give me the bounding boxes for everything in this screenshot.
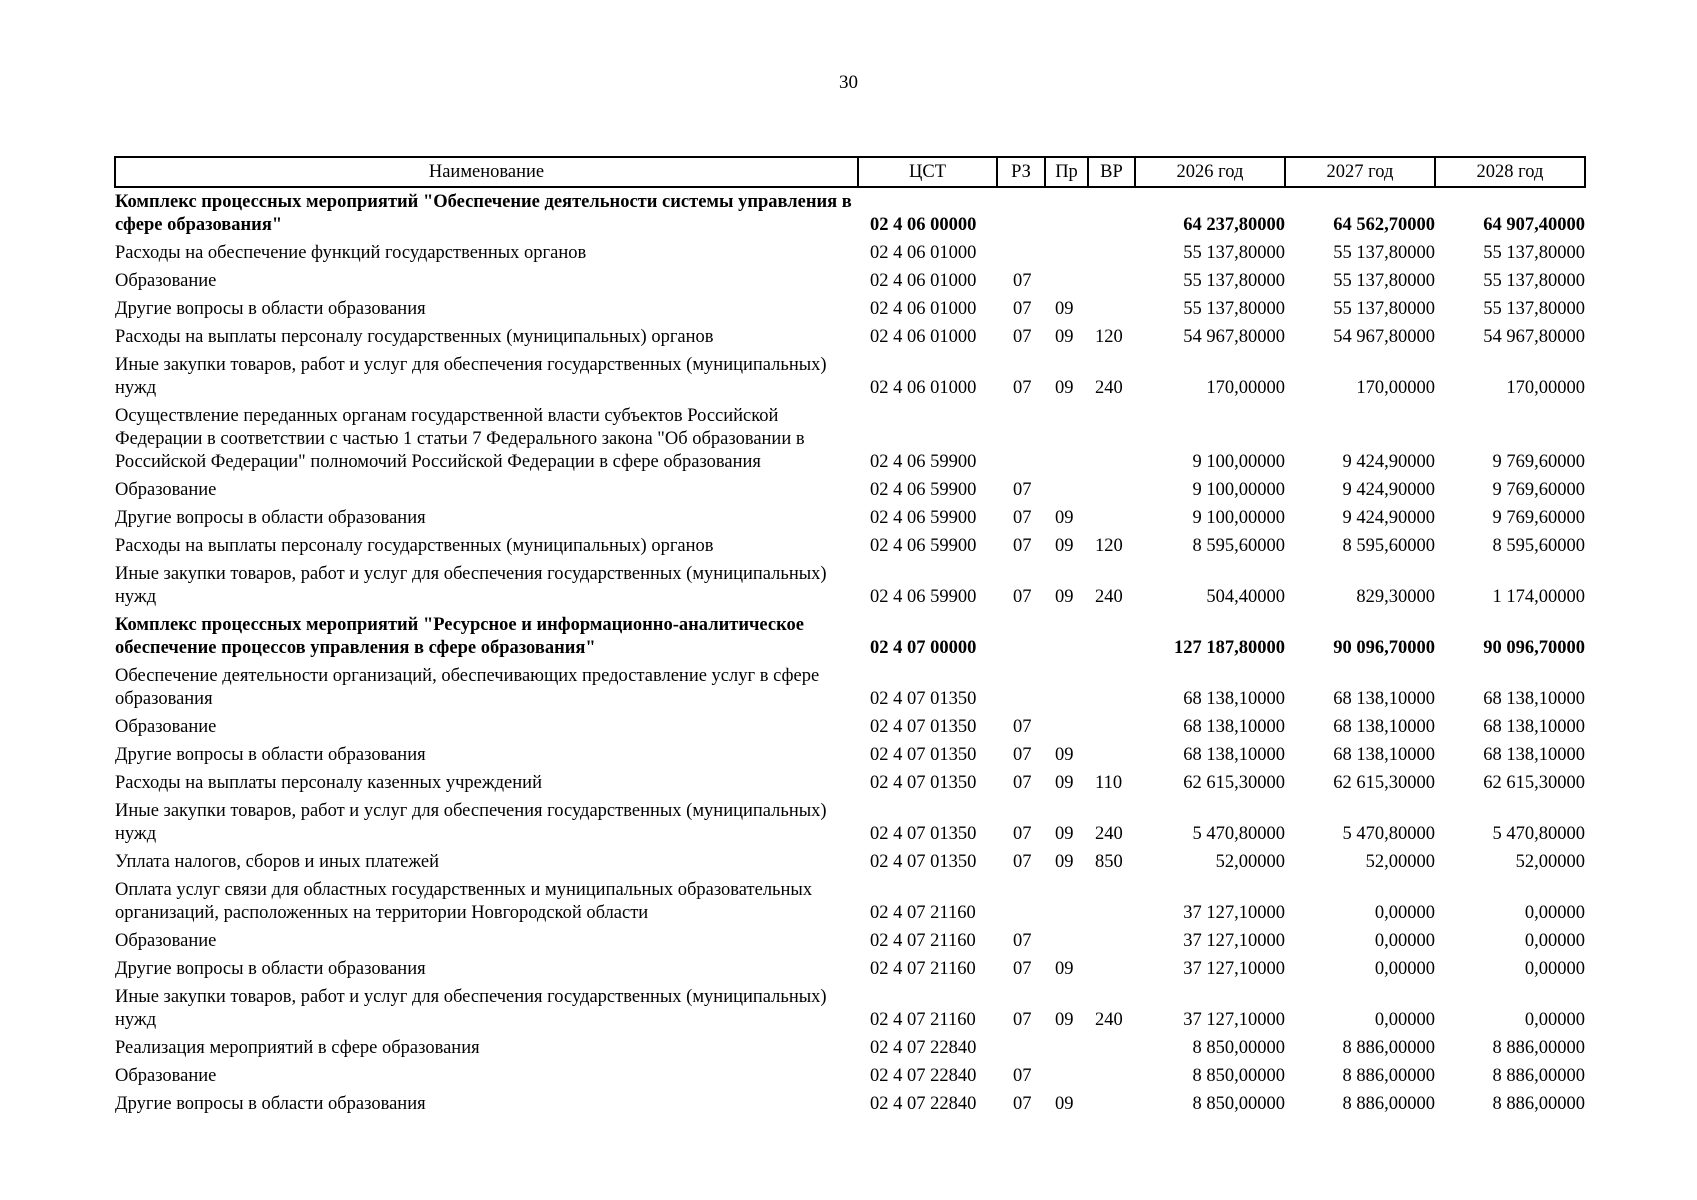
cell-name: Образование xyxy=(115,931,217,951)
table-row xyxy=(115,1034,1585,1062)
cell-cst: 02 4 07 22840 xyxy=(870,1038,977,1058)
cell-2026: 64 237,80000 xyxy=(1183,215,1285,235)
cell-vr: 240 xyxy=(1095,824,1123,844)
cell-2026: 504,40000 xyxy=(1206,587,1285,607)
cell-pr xyxy=(1045,267,1088,295)
cell-2028: 68 138,10000 xyxy=(1483,717,1585,737)
cell-rz: 07 xyxy=(1013,852,1032,872)
cell-2028: 52,00000 xyxy=(1515,852,1585,872)
cell-rz: 07 xyxy=(1013,271,1032,291)
cell-name: Образование xyxy=(115,480,217,500)
table-header xyxy=(115,157,1585,187)
cell-rz xyxy=(997,876,1045,927)
cell-2028: 9 769,60000 xyxy=(1492,480,1585,500)
cell-name: Расходы на обеспечение функций государственных органов xyxy=(115,243,587,263)
cell-2028: 55 137,80000 xyxy=(1483,299,1585,319)
table-row xyxy=(115,295,1585,323)
cell-2027: 55 137,80000 xyxy=(1333,243,1435,263)
cell-pr xyxy=(1045,876,1088,927)
header-2028: 2028 год xyxy=(1435,157,1585,187)
cell-2027: 8 595,60000 xyxy=(1342,536,1435,556)
cell-2026: 9 100,00000 xyxy=(1192,480,1285,500)
header-rz: РЗ xyxy=(997,157,1045,187)
budget-table xyxy=(114,156,1586,1118)
cell-pr: 09 xyxy=(1055,959,1074,979)
header-2026: 2026 год xyxy=(1135,157,1285,187)
cell-2026: 52,00000 xyxy=(1215,852,1285,872)
cell-vr xyxy=(1088,876,1135,927)
cell-vr xyxy=(1088,1034,1135,1062)
cell-name: Осуществление переданных органам государственной власти субъектов Российской Федерации в соответствии с частью 1 статьи 7 Федерального закона "Об образовании в Российской Федерации" полномочий Российской Федерации в сфере образования xyxy=(115,406,805,472)
cell-vr xyxy=(1088,402,1135,476)
cell-vr xyxy=(1088,239,1135,267)
table-body xyxy=(115,187,1585,1118)
cell-vr xyxy=(1088,1090,1135,1118)
cell-rz: 07 xyxy=(1013,378,1032,398)
cell-pr xyxy=(1045,662,1088,713)
cell-2027: 64 562,70000 xyxy=(1333,215,1435,235)
cell-cst: 02 4 06 59900 xyxy=(870,480,977,500)
cell-rz xyxy=(997,662,1045,713)
cell-vr xyxy=(1088,295,1135,323)
table-row xyxy=(115,476,1585,504)
table-row xyxy=(115,848,1585,876)
cell-cst: 02 4 06 00000 xyxy=(870,215,977,235)
cell-2026: 37 127,10000 xyxy=(1183,1010,1285,1030)
cell-2027: 68 138,10000 xyxy=(1333,745,1435,765)
cell-rz: 07 xyxy=(1013,717,1032,737)
cell-pr xyxy=(1045,402,1088,476)
cell-name: Оплата услуг связи для областных государственных и муниципальных образовательных организаций, расположенных на территории Новгородской области xyxy=(115,880,813,923)
cell-2026: 8 850,00000 xyxy=(1192,1038,1285,1058)
cell-2028: 8 886,00000 xyxy=(1492,1038,1585,1058)
cell-name: Образование xyxy=(115,271,217,291)
cell-name: Другие вопросы в области образования xyxy=(115,745,426,765)
table-row xyxy=(115,504,1585,532)
cell-2027: 5 470,80000 xyxy=(1342,824,1435,844)
cell-2027: 170,00000 xyxy=(1356,378,1435,398)
cell-vr xyxy=(1088,504,1135,532)
cell-name: Расходы на выплаты персоналу государственных (муниципальных) органов xyxy=(115,327,714,347)
cell-2028: 90 096,70000 xyxy=(1483,638,1585,658)
cell-name: Комплекс процессных мероприятий "Обеспечение деятельности системы управления в сфере образования" xyxy=(115,192,852,235)
cell-pr xyxy=(1045,1034,1088,1062)
table-row xyxy=(115,560,1585,611)
cell-vr xyxy=(1088,187,1135,239)
cell-vr xyxy=(1088,611,1135,662)
cell-cst: 02 4 07 21160 xyxy=(870,903,976,923)
table-row xyxy=(115,611,1585,662)
cell-2027: 55 137,80000 xyxy=(1333,271,1435,291)
table-row xyxy=(115,797,1585,848)
cell-2026: 68 138,10000 xyxy=(1183,717,1285,737)
table-row xyxy=(115,713,1585,741)
cell-2028: 170,00000 xyxy=(1506,378,1585,398)
cell-2027: 68 138,10000 xyxy=(1333,717,1435,737)
cell-name: Обеспечение деятельности организаций, обеспечивающих предоставление услуг в сфере образования xyxy=(115,666,820,709)
cell-2026: 127 187,80000 xyxy=(1174,638,1285,658)
table-row xyxy=(115,662,1585,713)
cell-2026: 68 138,10000 xyxy=(1183,745,1285,765)
cell-cst: 02 4 07 22840 xyxy=(870,1066,977,1086)
cell-2026: 9 100,00000 xyxy=(1192,452,1285,472)
cell-name: Образование xyxy=(115,717,217,737)
table-row xyxy=(115,741,1585,769)
cell-cst: 02 4 07 01350 xyxy=(870,852,977,872)
cell-2028: 0,00000 xyxy=(1524,903,1585,923)
cell-vr xyxy=(1088,662,1135,713)
cell-rz: 07 xyxy=(1013,824,1032,844)
cell-cst: 02 4 07 21160 xyxy=(870,959,976,979)
cell-rz xyxy=(997,402,1045,476)
cell-2028: 54 967,80000 xyxy=(1483,327,1585,347)
table-row xyxy=(115,267,1585,295)
header-row xyxy=(115,157,1585,187)
cell-2028: 0,00000 xyxy=(1524,959,1585,979)
cell-2026: 8 850,00000 xyxy=(1192,1094,1285,1114)
cell-pr: 09 xyxy=(1055,773,1074,793)
table-row xyxy=(115,187,1585,239)
cell-cst: 02 4 06 01000 xyxy=(870,299,977,319)
cell-2026: 62 615,30000 xyxy=(1183,773,1285,793)
table-row xyxy=(115,239,1585,267)
cell-name: Другие вопросы в области образования xyxy=(115,1094,426,1114)
cell-2027: 90 096,70000 xyxy=(1333,638,1435,658)
cell-name: Образование xyxy=(115,1066,217,1086)
cell-vr xyxy=(1088,1062,1135,1090)
cell-pr xyxy=(1045,239,1088,267)
cell-pr: 09 xyxy=(1055,824,1074,844)
cell-vr: 850 xyxy=(1095,852,1123,872)
cell-cst: 02 4 06 59900 xyxy=(870,587,977,607)
cell-pr: 09 xyxy=(1055,327,1074,347)
cell-name: Расходы на выплаты персоналу государственных (муниципальных) органов xyxy=(115,536,714,556)
cell-rz: 07 xyxy=(1013,773,1032,793)
cell-cst: 02 4 07 01350 xyxy=(870,745,977,765)
cell-name: Комплекс процессных мероприятий "Ресурсное и информационно-аналитическое обеспечение процессов управления в сфере образования" xyxy=(115,615,804,658)
header-cst: ЦСТ xyxy=(858,157,997,187)
table-row xyxy=(115,927,1585,955)
cell-rz: 07 xyxy=(1013,1010,1032,1030)
cell-rz: 07 xyxy=(1013,745,1032,765)
cell-pr: 09 xyxy=(1055,745,1074,765)
cell-rz xyxy=(997,1034,1045,1062)
cell-pr: 09 xyxy=(1055,508,1074,528)
cell-cst: 02 4 06 59900 xyxy=(870,536,977,556)
cell-pr: 09 xyxy=(1055,852,1074,872)
cell-2028: 55 137,80000 xyxy=(1483,271,1585,291)
cell-pr xyxy=(1045,713,1088,741)
cell-rz: 07 xyxy=(1013,327,1032,347)
cell-rz: 07 xyxy=(1013,959,1032,979)
cell-cst: 02 4 07 21160 xyxy=(870,1010,976,1030)
cell-2027: 8 886,00000 xyxy=(1342,1038,1435,1058)
table-row xyxy=(115,1062,1585,1090)
cell-2027: 9 424,90000 xyxy=(1342,452,1435,472)
cell-name: Иные закупки товаров, работ и услуг для обеспечения государственных (муниципальных) нужд xyxy=(115,801,827,844)
cell-2028: 1 174,00000 xyxy=(1492,587,1585,607)
cell-vr xyxy=(1088,741,1135,769)
cell-2026: 55 137,80000 xyxy=(1183,299,1285,319)
cell-pr: 09 xyxy=(1055,536,1074,556)
cell-rz: 07 xyxy=(1013,536,1032,556)
cell-rz: 07 xyxy=(1013,299,1032,319)
cell-2028: 9 769,60000 xyxy=(1492,508,1585,528)
cell-cst: 02 4 06 59900 xyxy=(870,452,977,472)
cell-2028: 68 138,10000 xyxy=(1483,689,1585,709)
cell-2026: 8 850,00000 xyxy=(1192,1066,1285,1086)
cell-2028: 68 138,10000 xyxy=(1483,745,1585,765)
cell-2026: 37 127,10000 xyxy=(1183,931,1285,951)
cell-2027: 8 886,00000 xyxy=(1342,1066,1435,1086)
cell-2026: 37 127,10000 xyxy=(1183,903,1285,923)
cell-rz: 07 xyxy=(1013,1066,1032,1086)
cell-2027: 9 424,90000 xyxy=(1342,480,1435,500)
cell-rz: 07 xyxy=(1013,587,1032,607)
cell-2027: 0,00000 xyxy=(1374,959,1435,979)
cell-pr xyxy=(1045,187,1088,239)
table-row xyxy=(115,983,1585,1034)
cell-cst: 02 4 06 01000 xyxy=(870,327,977,347)
cell-vr xyxy=(1088,955,1135,983)
header-name: Наименование xyxy=(115,157,858,187)
table-row xyxy=(115,351,1585,402)
cell-2026: 170,00000 xyxy=(1206,378,1285,398)
cell-cst: 02 4 07 00000 xyxy=(870,638,977,658)
cell-name: Другие вопросы в области образования xyxy=(115,959,426,979)
cell-pr: 09 xyxy=(1055,587,1074,607)
cell-rz: 07 xyxy=(1013,508,1032,528)
cell-pr xyxy=(1045,1062,1088,1090)
cell-cst: 02 4 06 01000 xyxy=(870,243,977,263)
cell-2026: 55 137,80000 xyxy=(1183,271,1285,291)
table-row xyxy=(115,876,1585,927)
cell-2027: 52,00000 xyxy=(1365,852,1435,872)
table-row xyxy=(115,1090,1585,1118)
cell-2028: 0,00000 xyxy=(1524,1010,1585,1030)
header-2027: 2027 год xyxy=(1285,157,1435,187)
cell-2027: 0,00000 xyxy=(1374,903,1435,923)
cell-pr xyxy=(1045,927,1088,955)
cell-2027: 68 138,10000 xyxy=(1333,689,1435,709)
table-row xyxy=(115,955,1585,983)
cell-2028: 62 615,30000 xyxy=(1483,773,1585,793)
cell-vr: 120 xyxy=(1095,327,1123,347)
cell-name: Другие вопросы в области образования xyxy=(115,508,426,528)
cell-2027: 54 967,80000 xyxy=(1333,327,1435,347)
cell-2028: 55 137,80000 xyxy=(1483,243,1585,263)
cell-2027: 9 424,90000 xyxy=(1342,508,1435,528)
cell-2027: 55 137,80000 xyxy=(1333,299,1435,319)
cell-rz: 07 xyxy=(1013,480,1032,500)
header-vr: ВР xyxy=(1088,157,1135,187)
cell-cst: 02 4 07 01350 xyxy=(870,717,977,737)
cell-cst: 02 4 07 01350 xyxy=(870,824,977,844)
cell-2028: 8 886,00000 xyxy=(1492,1066,1585,1086)
cell-2026: 55 137,80000 xyxy=(1183,243,1285,263)
cell-vr: 110 xyxy=(1095,773,1123,793)
cell-vr xyxy=(1088,927,1135,955)
cell-2026: 68 138,10000 xyxy=(1183,689,1285,709)
cell-2026: 54 967,80000 xyxy=(1183,327,1285,347)
cell-rz: 07 xyxy=(1013,931,1032,951)
cell-2026: 9 100,00000 xyxy=(1192,508,1285,528)
header-pr: Пр xyxy=(1045,157,1088,187)
cell-2027: 62 615,30000 xyxy=(1333,773,1435,793)
cell-name: Иные закупки товаров, работ и услуг для обеспечения государственных (муниципальных) нужд xyxy=(115,987,827,1030)
cell-cst: 02 4 07 22840 xyxy=(870,1094,977,1114)
table-row xyxy=(115,769,1585,797)
cell-pr: 09 xyxy=(1055,378,1074,398)
cell-2027: 829,30000 xyxy=(1356,587,1435,607)
cell-rz: 07 xyxy=(1013,1094,1032,1114)
cell-2028: 5 470,80000 xyxy=(1492,824,1585,844)
cell-pr: 09 xyxy=(1055,1094,1074,1114)
cell-2028: 9 769,60000 xyxy=(1492,452,1585,472)
cell-vr: 120 xyxy=(1095,536,1123,556)
cell-rz xyxy=(997,611,1045,662)
cell-pr: 09 xyxy=(1055,299,1074,319)
cell-name: Реализация мероприятий в сфере образования xyxy=(115,1038,480,1058)
cell-2028: 8 886,00000 xyxy=(1492,1094,1585,1114)
cell-cst: 02 4 06 01000 xyxy=(870,378,977,398)
cell-rz xyxy=(997,239,1045,267)
cell-2027: 0,00000 xyxy=(1374,931,1435,951)
cell-2026: 37 127,10000 xyxy=(1183,959,1285,979)
cell-vr xyxy=(1088,476,1135,504)
cell-vr xyxy=(1088,713,1135,741)
cell-name: Уплата налогов, сборов и иных платежей xyxy=(115,852,440,872)
cell-vr: 240 xyxy=(1095,587,1123,607)
cell-pr xyxy=(1045,476,1088,504)
cell-2026: 8 595,60000 xyxy=(1192,536,1285,556)
cell-2027: 8 886,00000 xyxy=(1342,1094,1435,1114)
cell-2028: 0,00000 xyxy=(1524,931,1585,951)
cell-cst: 02 4 06 01000 xyxy=(870,271,977,291)
cell-2028: 64 907,40000 xyxy=(1483,215,1585,235)
cell-pr xyxy=(1045,611,1088,662)
cell-name: Другие вопросы в области образования xyxy=(115,299,426,319)
table-row xyxy=(115,323,1585,351)
cell-pr: 09 xyxy=(1055,1010,1074,1030)
table-row xyxy=(115,402,1585,476)
cell-vr: 240 xyxy=(1095,1010,1123,1030)
page-number: 30 xyxy=(839,72,858,93)
cell-cst: 02 4 07 01350 xyxy=(870,773,977,793)
cell-2028: 8 595,60000 xyxy=(1492,536,1585,556)
cell-vr: 240 xyxy=(1095,378,1123,398)
cell-2026: 5 470,80000 xyxy=(1192,824,1285,844)
table-row xyxy=(115,532,1585,560)
cell-vr xyxy=(1088,267,1135,295)
cell-cst: 02 4 06 59900 xyxy=(870,508,977,528)
cell-name: Расходы на выплаты персоналу казенных учреждений xyxy=(115,773,542,793)
cell-name: Иные закупки товаров, работ и услуг для обеспечения государственных (муниципальных) нужд xyxy=(115,564,827,607)
cell-rz xyxy=(997,187,1045,239)
cell-name: Иные закупки товаров, работ и услуг для обеспечения государственных (муниципальных) нужд xyxy=(115,355,827,398)
cell-cst: 02 4 07 21160 xyxy=(870,931,976,951)
cell-cst: 02 4 07 01350 xyxy=(870,689,977,709)
cell-2027: 0,00000 xyxy=(1374,1010,1435,1030)
